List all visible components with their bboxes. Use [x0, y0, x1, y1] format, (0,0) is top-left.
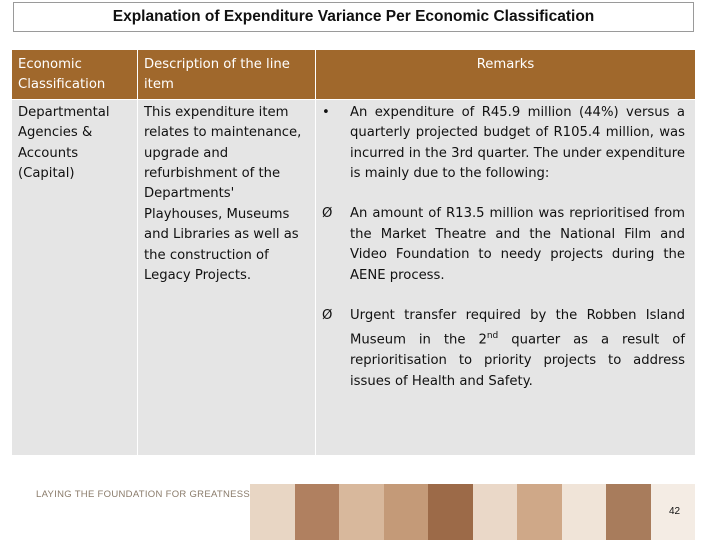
- remark-text: An expenditure of R45.9 million (44%) versus a quarterly projected budget of R105.4 million, was incurred in the 3rd quarter. The under expenditure is mainly due to the following:: [350, 104, 685, 182]
- page-title: Explanation of Expenditure Variance Per Economic Classification: [112, 8, 595, 25]
- strip-panel: [384, 484, 429, 540]
- ordinal-suffix: nd: [486, 331, 499, 342]
- remark-text: [350, 306, 689, 392]
- table-header-row: [12, 50, 696, 100]
- arrow-bullet-icon: Ø: [322, 206, 333, 222]
- remark-text-part: quarter as a result of reprioritisation to priority projects to address issues of Health and Safety.: [350, 332, 686, 389]
- strip-panel: [295, 484, 340, 540]
- header-remarks: Remarks: [316, 50, 696, 100]
- table-row: [12, 99, 696, 455]
- strip-panel: [562, 484, 607, 540]
- strip-panel: [250, 484, 295, 540]
- strip-panel: [606, 484, 651, 540]
- strip-panel: [473, 484, 518, 540]
- header-economic-classification: Economic Classification: [12, 50, 138, 100]
- footer-image-strip: [250, 484, 695, 540]
- strip-panel: [428, 484, 473, 540]
- cell-remarks: [316, 99, 696, 455]
- header-description: Description of the line item: [138, 50, 316, 100]
- variance-table: [11, 49, 696, 456]
- cell-classification: Departmental Agencies & Accounts (Capital): [12, 99, 138, 455]
- cell-description: This expenditure item relates to maintenance, upgrade and refurbishment of the Departments' Playhouses, Museums and Libraries as well as the construction of Legacy Projects.: [138, 99, 316, 455]
- page-number: 42: [669, 506, 681, 517]
- remark-text: An amount of R13.5 million was reprioritised from the Market Theatre and the National Film and Video Foundation to needy projects during the AENE process.: [350, 206, 685, 283]
- remark-item: [322, 103, 689, 185]
- remark-item: [322, 204, 689, 286]
- remark-text-part: Urgent transfer required by the Robben Island Museum in the 2: [350, 308, 685, 348]
- strip-panel: [339, 484, 384, 540]
- remark-item: [322, 306, 689, 392]
- bullet-dot-icon: •: [322, 104, 330, 120]
- footer-tagline: LAYING THE FOUNDATION FOR GREATNESS: [36, 489, 251, 500]
- arrow-bullet-icon: Ø: [322, 308, 333, 324]
- strip-panel: [517, 484, 562, 540]
- title-box: [13, 2, 694, 32]
